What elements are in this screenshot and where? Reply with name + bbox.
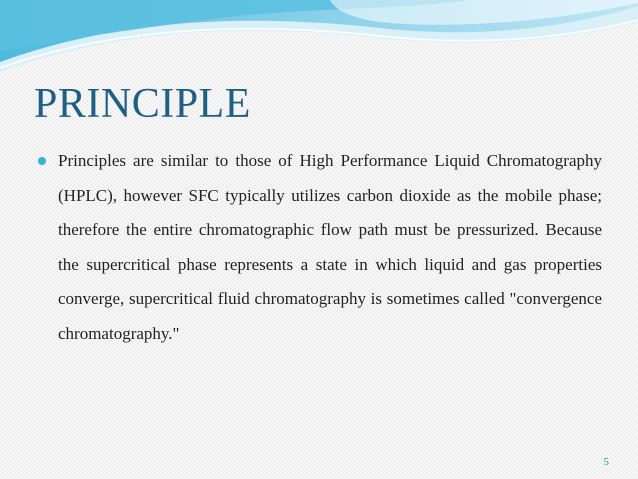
bullet-text: Principles are similar to those of High Performance Liquid Chromatography (HPLC), however SFC typically utilizes carbon dioxide as the mobile phase; therefore the entire chromatographic flow path must be pressurized. Because the supercritical phase represents a state in which liquid and gas properties converge, supercritical fluid chromatography is sometimes called "convergence chromatography." [58, 151, 602, 343]
slide-title: PRINCIPLE [34, 81, 251, 127]
page-number: 5 [603, 456, 609, 468]
bullet-item [34, 144, 602, 351]
slide-body [34, 144, 602, 351]
header-wave-decoration [0, 0, 638, 80]
bullet-icon [38, 157, 46, 165]
